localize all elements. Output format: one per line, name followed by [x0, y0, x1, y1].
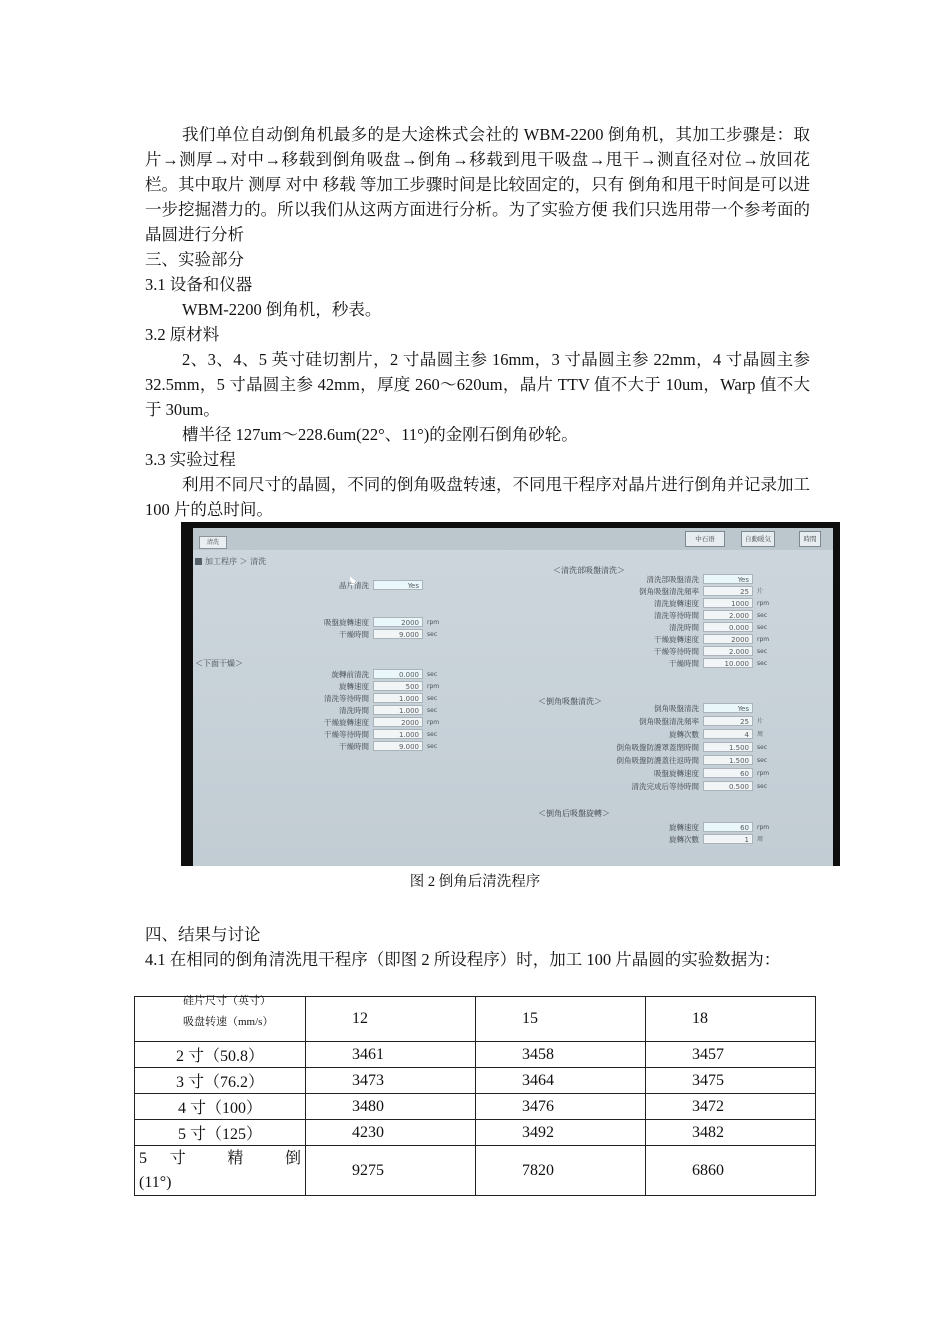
section-4-heading: 四、结果与讨论 — [145, 925, 261, 944]
screen-field-unit: sec — [757, 744, 768, 751]
screen-field-value[interactable]: 60 — [703, 822, 753, 832]
language-select: 中石语 — [685, 531, 725, 547]
screen-field-label: 倒角吸盤清洗頻率 — [639, 717, 699, 726]
screen-field-value[interactable]: 2000 — [373, 617, 423, 627]
screen-field-unit: rpm — [757, 636, 770, 643]
results-table — [134, 996, 816, 1196]
header-wafer-size: 硅片尺寸（英寸） — [183, 995, 271, 1007]
screen-field-value[interactable]: 0.000 — [373, 669, 423, 679]
row-value: 3473 — [306, 1068, 476, 1094]
screen-field-unit: rpm — [427, 619, 440, 626]
screen-field-label: 旋轉速度 — [339, 682, 369, 691]
screen-field-label: 吸盤旋轉速度 — [324, 618, 369, 627]
screen-field-unit: 周 — [757, 731, 764, 738]
screen-field-unit: rpm — [757, 770, 770, 777]
row-value: 3476 — [476, 1094, 646, 1120]
screen-field-label: 清洗時間 — [339, 706, 369, 715]
screen-field-value[interactable]: 0.500 — [703, 781, 753, 791]
screen-field-value[interactable]: 9.000 — [373, 629, 423, 639]
screen-field-unit: sec — [757, 612, 768, 619]
screen-field-value[interactable]: 25 — [703, 586, 753, 596]
breadcrumb-square-icon — [195, 558, 202, 565]
section-3-3-heading: 3.3 实验过程 — [145, 450, 236, 469]
document-body — [145, 122, 810, 522]
screen-field-unit: sec — [757, 624, 768, 631]
screen-field-unit: sec — [427, 743, 438, 750]
screen-field-label: 干燥時間 — [339, 742, 369, 751]
screen-field-unit: sec — [757, 757, 768, 764]
screen-field-value[interactable]: 10.000 — [703, 658, 753, 668]
screen-field-unit: rpm — [757, 824, 770, 831]
row-value: 7820 — [476, 1146, 646, 1196]
screen-field-label: 吸盤旋轉速度 — [654, 769, 699, 778]
time-button: 時間 — [799, 531, 821, 547]
row-value: 3482 — [646, 1120, 816, 1146]
row-value: 3472 — [646, 1094, 816, 1120]
header-speed-15: 15 — [476, 997, 646, 1042]
table-row — [135, 1042, 816, 1068]
section-3-2-body-1: 2、3、4、5 英寸硅切割片，2 寸晶圆主参 16mm，3 寸晶圆主参 22mm，4 寸晶圆主参 32.5mm，5 寸晶圆主参 42mm，厚度 260～620um，晶片 TTV 值不大于 10um，Warp 值不大于 30um。 — [145, 350, 810, 419]
screen-tab-clean: 清洗 — [199, 536, 227, 549]
screen-field-unit: rpm — [427, 719, 440, 726]
screen-field-label: 清洗完成后等待時間 — [631, 782, 699, 791]
screen-field-unit: sec — [427, 695, 438, 702]
table-row — [135, 1068, 816, 1094]
screen-field-value[interactable]: Yes — [703, 574, 753, 584]
row-value: 3492 — [476, 1120, 646, 1146]
screen-field-value[interactable]: 1000 — [703, 598, 753, 608]
row-value: 9275 — [306, 1146, 476, 1196]
screen-field-label: 清洗等待時間 — [654, 611, 699, 620]
section-3-1-body: WBM-2200 倒角机，秒表。 — [182, 300, 382, 319]
section-3-3-body: 利用不同尺寸的晶圆，不同的倒角吸盘转速，不同甩干程序对晶片进行倒角并记录加工 100 片的总时间。 — [145, 475, 810, 519]
results-section — [145, 922, 810, 972]
header-speed-12: 12 — [306, 997, 476, 1042]
cleaning-program-screenshot — [181, 522, 840, 866]
screen-field-label: 干燥等待時間 — [324, 730, 369, 739]
row-size — [135, 1146, 306, 1196]
table-row — [135, 1146, 816, 1196]
screen-breadcrumb: 加工程序 ＞ 清洗 — [195, 556, 405, 568]
screen-field-unit: sec — [427, 631, 438, 638]
row-size-line-2: (11°) — [139, 1173, 172, 1191]
screen-field-value[interactable]: 0.000 — [703, 622, 753, 632]
screen-field-label: 旋轉次數 — [669, 835, 699, 844]
screen-field-label: 干燥時間 — [669, 659, 699, 668]
screen-field-value[interactable]: 2.000 — [703, 610, 753, 620]
section-4-1-intro: 4.1 在相同的倒角清洗甩干程序（即图 2 所设程序）时，加工 100 片晶圆的实验数据为： — [145, 950, 781, 969]
screen-field-label: 晶片清洗 — [339, 581, 369, 590]
row-value: 3464 — [476, 1068, 646, 1094]
screen-field-label: 干燥等待時間 — [654, 647, 699, 656]
section-3-2-body-2: 槽半径 127um～228.6um(22°、11°)的金刚石倒角砂轮。 — [182, 425, 578, 444]
intro-paragraph: 我们单位自动倒角机最多的是大途株式会社的 WBM-2200 倒角机，其加工步骤是：取片→测厚→对中→移载到倒角吸盘→倒角→移载到甩干吸盘→甩干→测直径对位→放回花栏。其中取片 测厚 对中 移载 等加工步骤时间是比较固定的，只有 倒角和甩干时间是可以进一步挖掘潜力的。所以我们从这两方面进行分析。为了实验方便 我们只选用带一个参考面的晶圆进行分析 — [145, 125, 810, 244]
screen-field-value[interactable]: 60 — [703, 768, 753, 778]
screen-field-value[interactable]: 9.000 — [373, 741, 423, 751]
screen-field-value[interactable]: 4 — [703, 729, 753, 739]
screen-field-unit: sec — [427, 731, 438, 738]
row-value: 3480 — [306, 1094, 476, 1120]
screen-field-value[interactable]: 500 — [373, 681, 423, 691]
screen-field-label: 清洗時間 — [669, 623, 699, 632]
screen-field-unit: 片 — [757, 718, 764, 725]
row-size: 5 寸（125） — [135, 1120, 306, 1146]
screen-field-value[interactable]: Yes — [703, 703, 753, 713]
row-size-line-1: 5 寸 精 倒 — [139, 1149, 301, 1167]
screen-field-label: 清洗旋轉速度 — [654, 599, 699, 608]
screen-field-value[interactable]: 2.000 — [703, 646, 753, 656]
header-chuck-speed: 吸盘转速（mm/s） — [183, 1016, 274, 1028]
machine-screen — [193, 528, 833, 866]
table-header-row — [135, 997, 816, 1042]
screen-field-label: 干燥時間 — [339, 630, 369, 639]
section-3-2-heading: 3.2 原材料 — [145, 325, 220, 344]
header-speed-18: 18 — [646, 997, 816, 1042]
post-chamfer-rotate-title: ＜倒角后吸盤旋轉＞ — [538, 809, 610, 818]
screen-field-unit: sec — [757, 783, 768, 790]
row-value: 3457 — [646, 1042, 816, 1068]
screen-field-value[interactable]: 2000 — [373, 717, 423, 727]
screen-field-unit: sec — [427, 671, 438, 678]
screen-field-label: 清洗部吸盤清洗 — [646, 575, 699, 584]
screen-field-value[interactable]: 2000 — [703, 634, 753, 644]
figure-caption: 图 2 倒角后清洗程序 — [409, 874, 541, 890]
screen-field-label: 干燥旋轉速度 — [324, 718, 369, 727]
screen-field-label: 倒角吸盤清洗頻率 — [639, 587, 699, 596]
row-value: 3461 — [306, 1042, 476, 1068]
screen-field-value[interactable]: Yes — [373, 580, 423, 590]
row-size: 4 寸（100） — [135, 1094, 306, 1120]
screen-field-value[interactable]: 1.500 — [703, 742, 753, 752]
screen-field-value[interactable]: 1 — [703, 834, 753, 844]
screen-field-value[interactable]: 1.000 — [373, 693, 423, 703]
screen-field-label: 倒角吸盤清洗 — [654, 704, 699, 713]
cleaner-chuck-title: ＜清洗部吸盤清洗＞ — [553, 566, 625, 575]
screen-field-label: 倒角吸盤防護罩蓋閉時間 — [616, 743, 699, 752]
screen-field-label: 旋轉前清洗 — [331, 670, 369, 679]
row-value: 3458 — [476, 1042, 646, 1068]
screen-field-unit: sec — [757, 660, 768, 667]
section-3-1-heading: 3.1 设备和仪器 — [145, 275, 253, 294]
screen-field-value[interactable]: 1.000 — [373, 729, 423, 739]
row-value: 6860 — [646, 1146, 816, 1196]
lower-dry-title: ＜下面干燥＞ — [195, 659, 243, 668]
screen-field-value[interactable]: 1.000 — [373, 705, 423, 715]
screen-field-unit: rpm — [757, 600, 770, 607]
screen-toolbar — [193, 528, 833, 550]
screen-field-label: 倒角吸盤防護蓋往返時間 — [616, 756, 699, 765]
section-3-heading: 三、实验部分 — [145, 250, 244, 269]
chamfer-chuck-title: ＜倒角吸盤清洗＞ — [538, 697, 602, 706]
table-corner-cell — [135, 997, 306, 1042]
table-row — [135, 1094, 816, 1120]
screen-field-label: 清洗等待時間 — [324, 694, 369, 703]
row-size: 3 寸（76.2） — [135, 1068, 306, 1094]
screen-field-label: 干燥旋轉速度 — [654, 635, 699, 644]
screen-field-value[interactable]: 1.500 — [703, 755, 753, 765]
row-value: 3475 — [646, 1068, 816, 1094]
screen-field-unit: rpm — [427, 683, 440, 690]
auto-warmup-button: 自動暖気 — [741, 531, 775, 547]
table-row — [135, 1120, 816, 1146]
screen-field-unit: sec — [757, 648, 768, 655]
row-value: 4230 — [306, 1120, 476, 1146]
screen-field-unit: 周 — [757, 836, 764, 843]
screen-field-value[interactable]: 25 — [703, 716, 753, 726]
screen-field-label: 旋轉次數 — [669, 730, 699, 739]
screen-field-label: 旋轉速度 — [669, 823, 699, 832]
screen-field-unit: sec — [427, 707, 438, 714]
screen-field-unit: 片 — [757, 588, 764, 595]
row-size: 2 寸（50.8） — [135, 1042, 306, 1068]
